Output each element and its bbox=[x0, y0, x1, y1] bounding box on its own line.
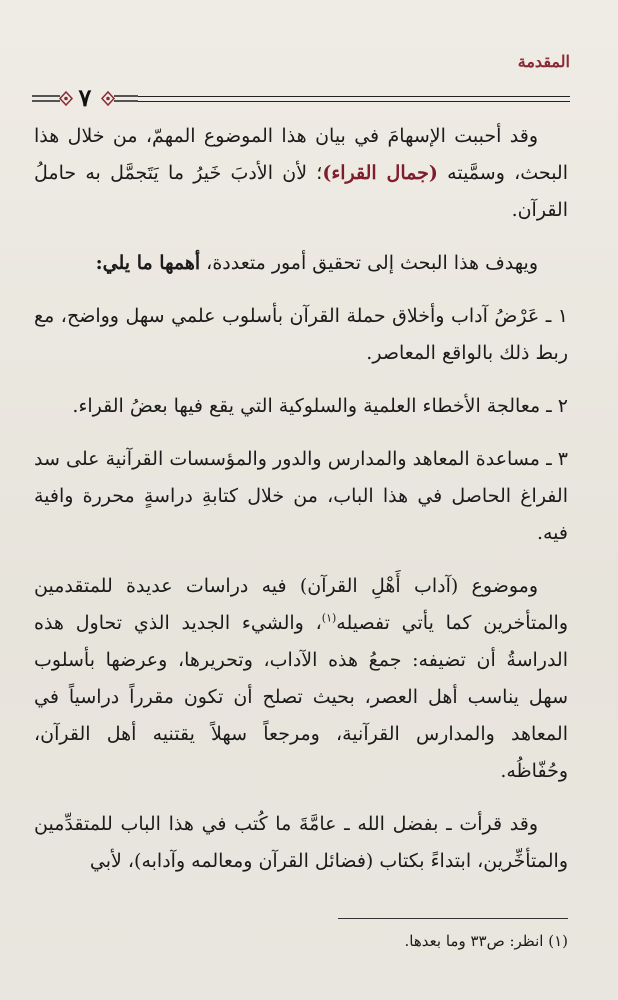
paragraph-intro-part2: ؛ لأن الأدبَ خَيرُ ما يَتَجمَّل به حاملُ القرآن. bbox=[34, 162, 568, 221]
header-rule bbox=[138, 96, 570, 97]
header-rule-secondary bbox=[138, 101, 570, 102]
paragraph-intro bbox=[34, 118, 568, 229]
book-title-highlight: (جمال القراء) bbox=[322, 162, 438, 184]
goal-item-3: ٣ ـ مساعدة المعاهد والمدارس والدور والمؤسسات القرآنية على سد الفراغ الحاصل في هذا الباب، من خلال كتابةِ دراسةٍ محررة وافية فيه. bbox=[34, 448, 568, 544]
paragraph-topic bbox=[34, 568, 568, 790]
paragraph-topic-part1: وموضوع (آداب أَهْلِ القرآن) فيه دراسات عديدة للمتقدمين والمتأخرين كما يأتي تفصيله bbox=[34, 575, 568, 634]
paragraph-topic-part2: ، والشيء الجديد الذي تحاول هذه الدراسةُ أن تضيفه: جمعُ هذه الآداب، وتحريرها، وعرضها بأسلوب سهل يناسب أهل العصر، بحيث تصلح أن تكون مقرراً دراسياً في المعاهد والمدارس القرآنية، ومرجعاً سهلاً يقتنيه أهل القرآن، وحُفّاظُه. bbox=[34, 612, 568, 782]
paragraph-goals-text: ويهدف هذا البحث إلى تحقيق أمور متعددة، bbox=[200, 252, 538, 274]
goal-item-2: ٢ ـ معالجة الأخطاء العلمية والسلوكية التي يقع فيها بعضُ القراء. bbox=[72, 395, 568, 417]
running-title: المقدمة bbox=[517, 52, 570, 71]
footnote: (١) انظر: ص٣٣ وما بعدها. bbox=[404, 932, 568, 950]
paragraph-reading: وقد قرأت ـ بفضل الله ـ عامَّةَ ما كُتب في هذا الباب للمتقدِّمين والمتأخِّرين، ابتداءً بكتاب (فضائل القرآن ومعالمه وآدابه)، لأبي bbox=[34, 813, 568, 872]
footnote-rule bbox=[338, 918, 568, 919]
goal-item-1: ١ ـ عَرْضُ آداب وأخلاق حملة القرآن بأسلوب علمي سهل وواضح، مع ربط ذلك بالواقع المعاصر. bbox=[34, 305, 568, 364]
page-header bbox=[30, 52, 570, 112]
page-number-ornament bbox=[30, 82, 138, 114]
goals-lead-bold: أهمها ما يلي: bbox=[95, 252, 201, 274]
footnote-reference[interactable]: (١) bbox=[321, 611, 337, 625]
paragraph-goals bbox=[34, 245, 568, 282]
paragraph-intro-part1: وقد أحببت الإسهامَ في بيان هذا الموضوع المهمّ، من خلال هذا البحث، وسمَّيته bbox=[34, 125, 569, 184]
body-text bbox=[34, 118, 568, 896]
page-number: ٧ bbox=[78, 83, 92, 112]
